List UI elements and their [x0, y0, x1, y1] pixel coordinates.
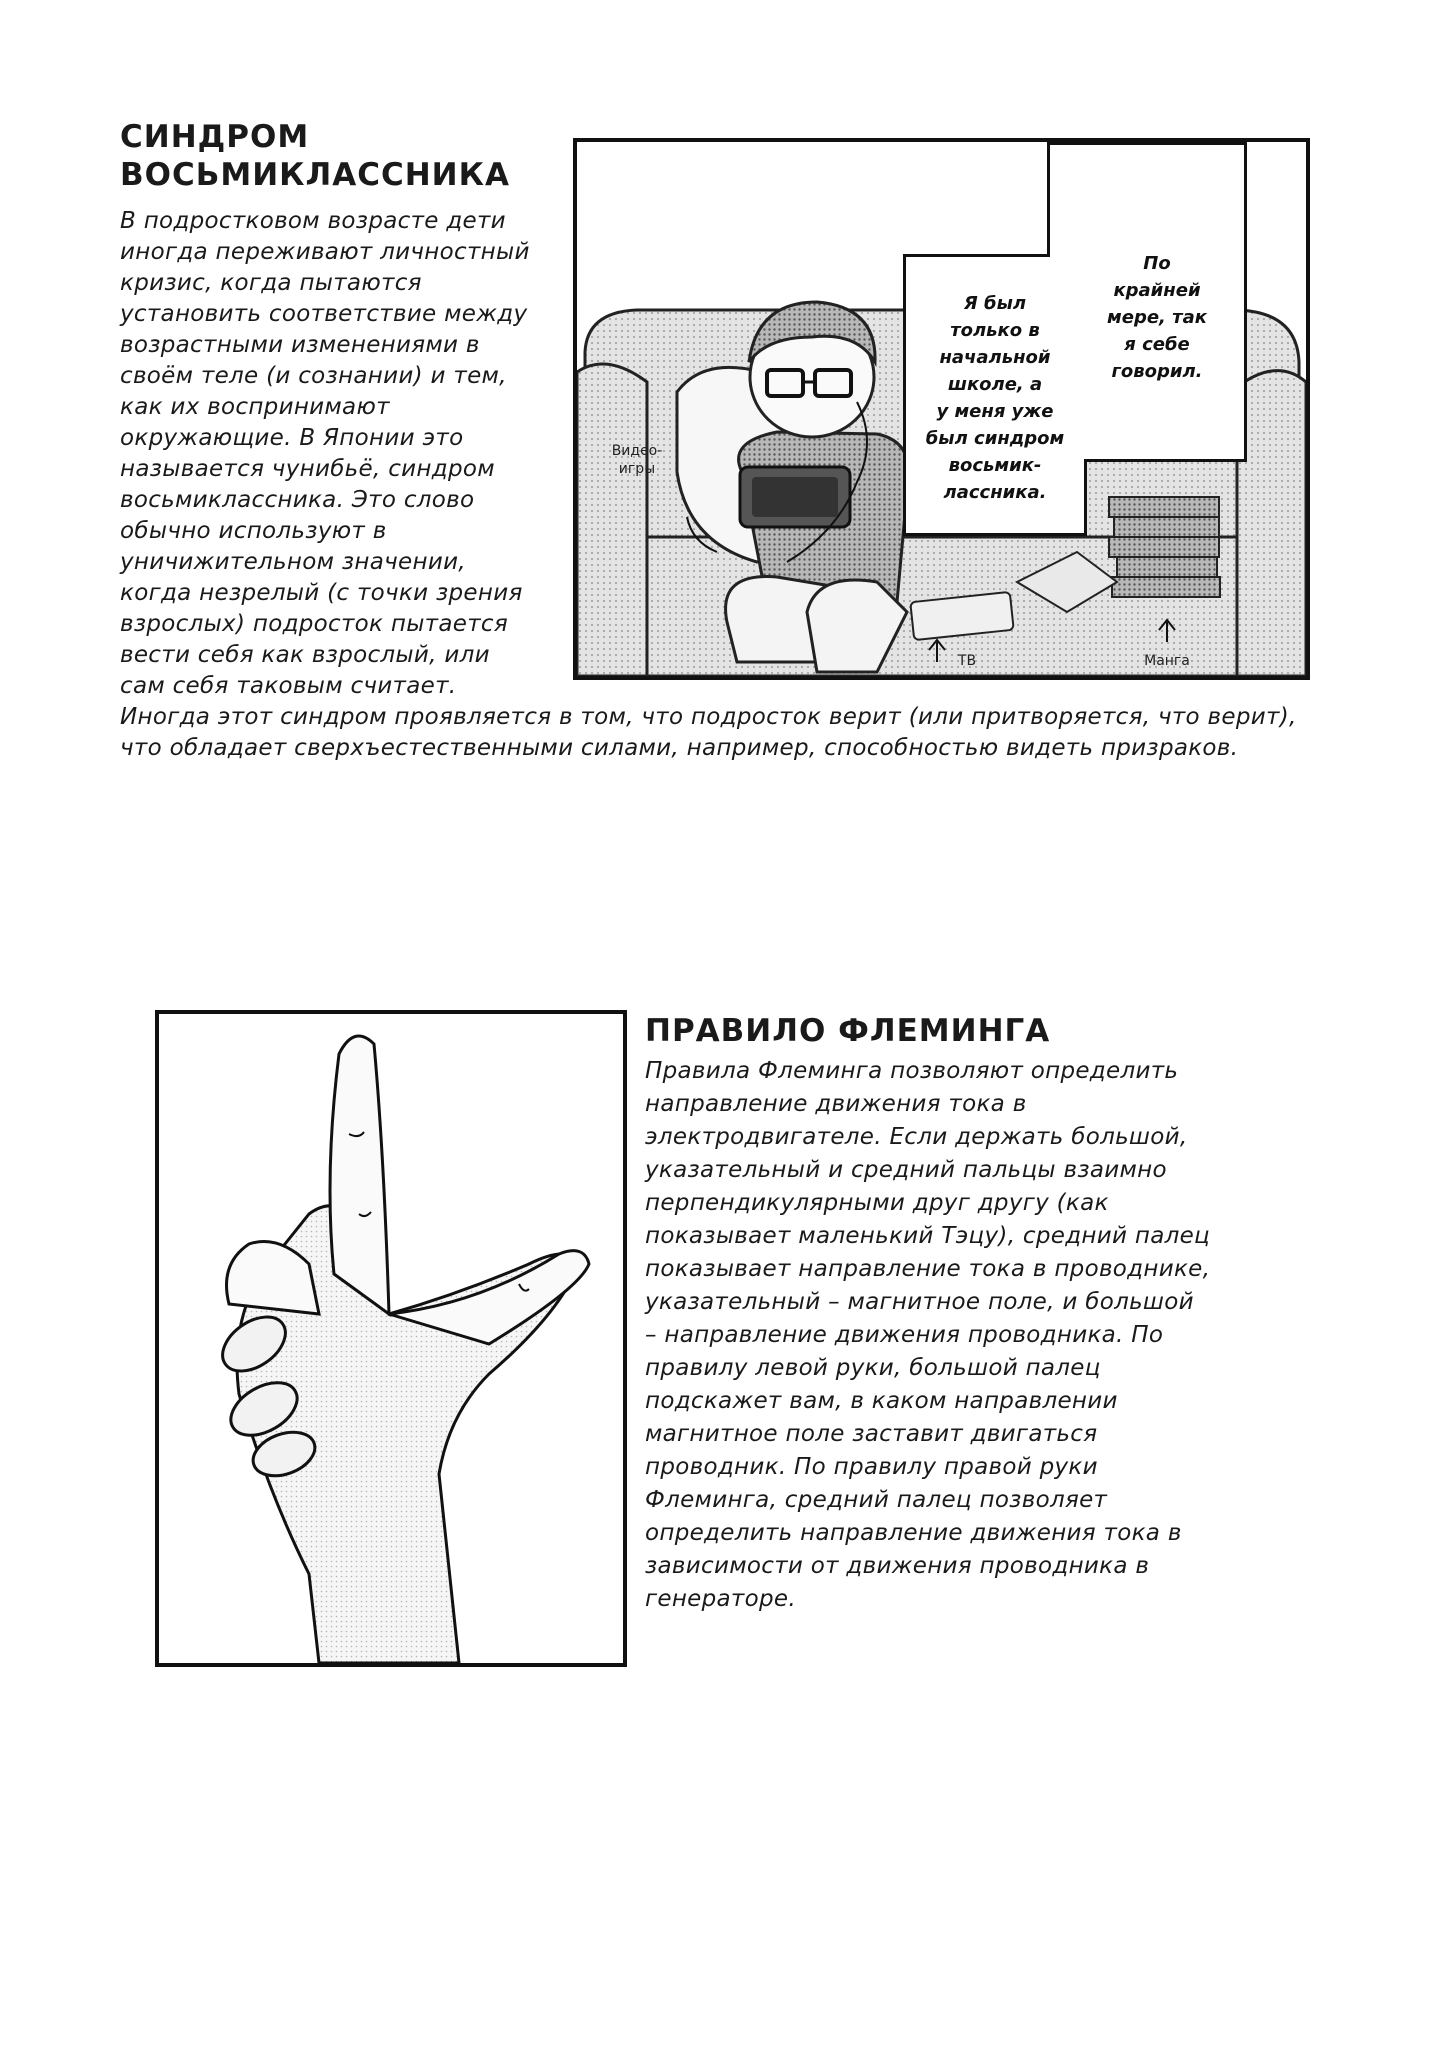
manga-panel-hand	[155, 1010, 627, 1667]
body-line: подскажет вам, в каком направлении	[645, 1388, 1118, 1414]
body-line: кризис, когда пытаются	[120, 270, 422, 296]
label-video-games: Видео- игры	[611, 443, 663, 477]
body-line: когда незрелый (с точки зрения	[120, 580, 523, 606]
body-line: показывает направление тока в проводнике,	[645, 1256, 1211, 1282]
manga-books	[1109, 497, 1220, 597]
fleming-hand-illustration	[159, 1014, 623, 1663]
body-line: называется чунибьё, синдром	[120, 456, 495, 482]
body-line: направление движения тока в	[645, 1091, 1027, 1117]
body-line: определить направление движения тока в	[645, 1520, 1182, 1546]
body-line: указательный – магнитное поле, и большой	[645, 1289, 1194, 1315]
section1-title-line1: СИНДРОМ	[120, 119, 310, 155]
body-line: Флеминга, средний палец позволяет	[645, 1487, 1108, 1513]
body-line: сам себя таковым считает.	[120, 673, 457, 699]
body-line: правилу левой руки, большой палец	[645, 1355, 1101, 1381]
bubble-left-text: Я был только в начальной школе, а у меня уже был синдром восьмик- лассника.	[925, 293, 1065, 503]
body-line: иногда переживают личностный	[120, 239, 530, 265]
body-line: Правила Флеминга позволяют определить	[645, 1058, 1179, 1084]
body-line: восьмиклассника. Это слово	[120, 487, 475, 513]
body-line: электродвигателе. Если держать большой,	[645, 1124, 1188, 1150]
body-line: магнитное поле заставит двигаться	[645, 1421, 1098, 1447]
body-line: – направление движения проводника. По	[645, 1322, 1164, 1348]
section2-title: ПРАВИЛО ФЛЕМИНГА	[645, 1013, 1051, 1049]
body-line: окружающие. В Японии это	[120, 425, 464, 451]
body-line: своём теле (и сознании) и тем,	[120, 363, 507, 389]
body-line: как их воспринимают	[120, 394, 390, 420]
body-line: обычно используют в	[120, 518, 387, 544]
body-line: генераторе.	[645, 1586, 796, 1612]
body-line: возрастными изменениями в	[120, 332, 480, 358]
body-line: показывает маленький Тэцу), средний палец	[645, 1223, 1210, 1249]
body-line: взрослых) подросток пытается	[120, 611, 508, 637]
bubble-right-text: По крайней мере, так я себе говорил.	[1107, 253, 1207, 382]
body-line: установить соответствие между	[120, 301, 528, 327]
body-line: уничижительном значении,	[120, 549, 466, 575]
body-line: В подростковом возрасте дети	[120, 208, 506, 234]
body-line: проводник. По правилу правой руки	[645, 1454, 1098, 1480]
body-line: зависимости от движения проводника в	[645, 1553, 1150, 1579]
body-line: перпендикулярными друг другу (как	[645, 1190, 1109, 1216]
section1-title-line2: ВОСЬМИКЛАССНИКА	[120, 157, 510, 193]
body-line: Иногда этот синдром проявляется в том, что подросток верит (или притворяется, что верит),	[120, 704, 1297, 730]
label-manga: Манга	[1144, 653, 1190, 669]
body-line: указательный и средний пальцы взаимно	[645, 1157, 1167, 1183]
manga-panel-couch	[573, 138, 1310, 680]
body-line: что обладает сверхъестественными силами, например, способностью видеть призраков.	[120, 735, 1239, 761]
label-tv: ТВ	[957, 653, 977, 669]
body-line: вести себя как взрослый, или	[120, 642, 490, 668]
